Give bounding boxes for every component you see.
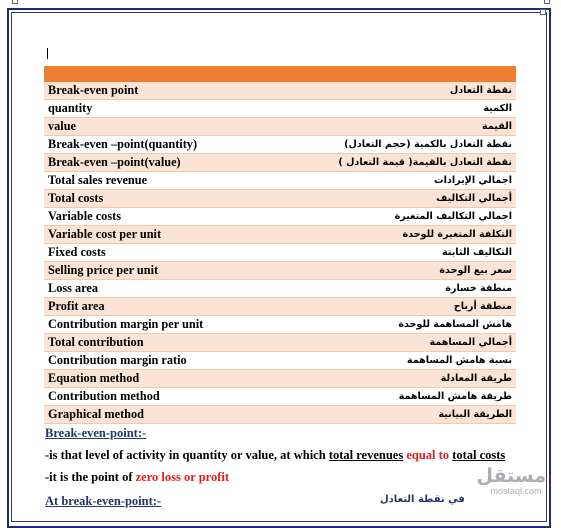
term-arabic: طريقة المعادلة	[299, 370, 516, 388]
term-arabic: منطقة أرباح	[299, 298, 516, 316]
term-english: quantity	[44, 100, 299, 118]
term-english: Variable cost per unit	[44, 226, 299, 244]
at-breakeven-title: At break-even-point:-	[45, 494, 162, 508]
term-arabic: اجمالي التكاليف المتغيرة	[299, 208, 516, 226]
resize-handle-top-left[interactable]	[12, 0, 18, 4]
table-row	[44, 154, 516, 172]
term-arabic: أجمالي التكاليف	[299, 190, 516, 208]
table-row	[44, 352, 516, 370]
definition-line-2-prefix: -it is the point of	[45, 470, 136, 484]
term-english: Graphical method	[44, 406, 299, 424]
breakeven-definition-title: Break-even-point:-	[45, 426, 147, 440]
total-revenues-text: total revenues	[328, 448, 404, 462]
term-english: Fixed costs	[44, 244, 299, 262]
term-arabic: القيمة	[299, 118, 516, 136]
mostaql-watermark-logo	[476, 465, 546, 496]
resize-handle-right[interactable]	[540, 9, 546, 15]
term-arabic: نقطة التعادل	[299, 82, 516, 100]
table-row	[44, 190, 516, 208]
table-row	[44, 280, 516, 298]
text-cursor	[47, 48, 48, 59]
table-header-row	[44, 66, 516, 82]
term-arabic: أجمالي المساهمة	[299, 334, 516, 352]
term-english: Contribution margin ratio	[44, 352, 299, 370]
term-english: Break-even point	[44, 82, 299, 100]
table-row	[44, 244, 516, 262]
term-english: Loss area	[44, 280, 299, 298]
table-row	[44, 172, 516, 190]
term-arabic: سعر بيع الوحدة	[299, 262, 516, 280]
definition-line-1-prefix: -is that level of activity in quantity or value, at which	[45, 448, 329, 462]
table-row	[44, 406, 516, 424]
term-english: Break-even –point(value)	[44, 154, 299, 172]
term-arabic: طريقة هامش المساهمة	[299, 388, 516, 406]
table-row	[44, 388, 516, 406]
table-row	[44, 316, 516, 334]
term-arabic: نسبة هامش المساهمة	[299, 352, 516, 370]
term-english: Total sales revenue	[44, 172, 299, 190]
at-breakeven-arabic-title: في نقطة التعادل	[380, 494, 465, 505]
term-english: Equation method	[44, 370, 299, 388]
table-row	[44, 136, 516, 154]
term-arabic: منطقة خسارة	[299, 280, 516, 298]
term-arabic: نقطة التعادل بالكمية (حجم التعادل)	[299, 136, 516, 154]
term-english: Variable costs	[44, 208, 299, 226]
term-english: Contribution method	[44, 388, 299, 406]
term-english: Total costs	[44, 190, 299, 208]
table-row	[44, 82, 516, 100]
total-costs-text: total costs	[452, 448, 506, 462]
term-arabic: التكلفة المتغيرة للوحدة	[299, 226, 516, 244]
definition-line-2	[45, 470, 229, 485]
term-arabic: اجمالي الإيرادات	[299, 172, 516, 190]
table-row	[44, 118, 516, 136]
table-row	[44, 100, 516, 118]
terms-table	[44, 66, 516, 424]
table-row	[44, 262, 516, 280]
definition-line-1	[45, 448, 505, 463]
term-english: Break-even –point(quantity)	[44, 136, 299, 154]
equal-to-text: equal to	[406, 448, 450, 462]
term-arabic: الكمية	[299, 100, 516, 118]
term-arabic: هامش المساهمة للوحدة	[299, 316, 516, 334]
resize-handle-top-right[interactable]	[544, 0, 550, 4]
term-arabic: نقطة التعادل بالقيمة( قيمة التعادل )	[299, 154, 516, 172]
table-row	[44, 226, 516, 244]
term-english: Total contribution	[44, 334, 299, 352]
term-arabic: الطريقة البيانية	[299, 406, 516, 424]
term-arabic: التكاليف الثابتة	[299, 244, 516, 262]
table-row	[44, 298, 516, 316]
table-row	[44, 370, 516, 388]
watermark-arabic: مستقل	[476, 465, 546, 487]
term-english: Profit area	[44, 298, 299, 316]
term-english: Contribution margin per unit	[44, 316, 299, 334]
term-english: Selling price per unit	[44, 262, 299, 280]
term-english: value	[44, 118, 299, 136]
table-row	[44, 208, 516, 226]
table-row	[44, 334, 516, 352]
watermark-latin: mostaql.com	[490, 486, 542, 496]
zero-loss-profit-text: zero loss or profit	[135, 470, 230, 484]
